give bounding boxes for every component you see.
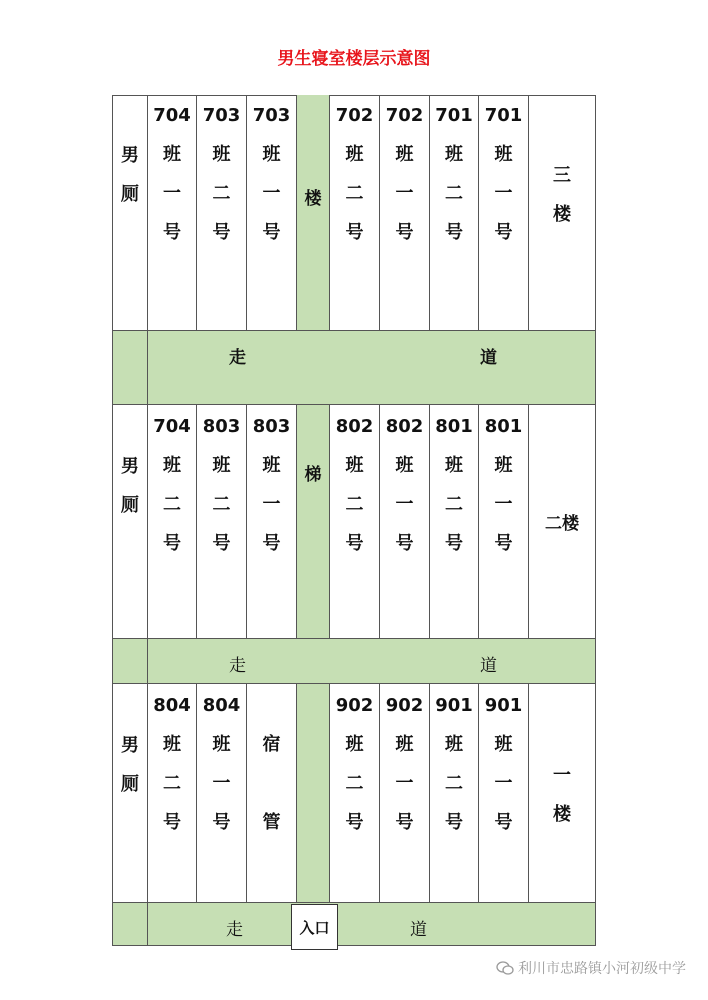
room: 801 班 一 号 [478,404,529,639]
room: 802 班 二 号 [329,404,380,639]
corridor-floor3 [112,330,596,405]
floor-label-2: 二楼 [528,404,596,639]
floor-label-3: 三 楼 [528,95,596,331]
floor-label-1: 一 楼 [528,683,596,903]
room: 803 班 一 号 [246,404,297,639]
room: 802 班 一 号 [379,404,430,639]
room: 703 班 一 号 [246,95,297,331]
corridor-label: 道 [480,656,497,676]
watermark-text: 利川市忠路镇小河初级中学 [518,961,686,977]
room: 704 班 二 号 [147,404,197,639]
room: 702 班 一 号 [379,95,430,331]
room: 701 班 二 号 [429,95,479,331]
corridor-label: 走 [229,656,246,676]
watermark [496,958,686,978]
wechat-icon [496,960,514,976]
corridor-floor1 [112,902,596,946]
room: 901 班 一 号 [478,683,529,903]
room: 803 班 二 号 [196,404,247,639]
room: 902 班 一 号 [379,683,430,903]
entrance: 入口 [291,904,338,950]
toilet-floor1: 男 厕 [112,683,148,903]
room: 702 班 二 号 [329,95,380,331]
room: 804 班 一 号 [196,683,247,903]
room: 801 班 二 号 [429,404,479,639]
page-title: 男生寝室楼层示意图 [277,49,431,69]
corridor-floor2 [112,638,596,684]
room: 701 班 一 号 [478,95,529,331]
divider [147,638,148,684]
toilet-floor2: 男 厕 [112,404,148,639]
room: 902 班 二 号 [329,683,380,903]
room: 901 班 二 号 [429,683,479,903]
toilet-floor3: 男 厕 [112,95,148,331]
corridor-label: 走 [226,920,243,940]
dorm-manager-room: 宿 管 [246,683,297,903]
corridor-label: 道 [480,348,497,368]
room: 704 班 一 号 [147,95,197,331]
corridor-label: 道 [410,920,427,940]
room: 804 班 二 号 [147,683,197,903]
corridor-label: 走 [229,348,246,368]
stairwell [296,95,330,945]
stair-label: 楼 [304,189,322,209]
divider [147,330,148,405]
divider [147,902,148,946]
room: 703 班 二 号 [196,95,247,331]
stair-label: 梯 [304,465,322,485]
